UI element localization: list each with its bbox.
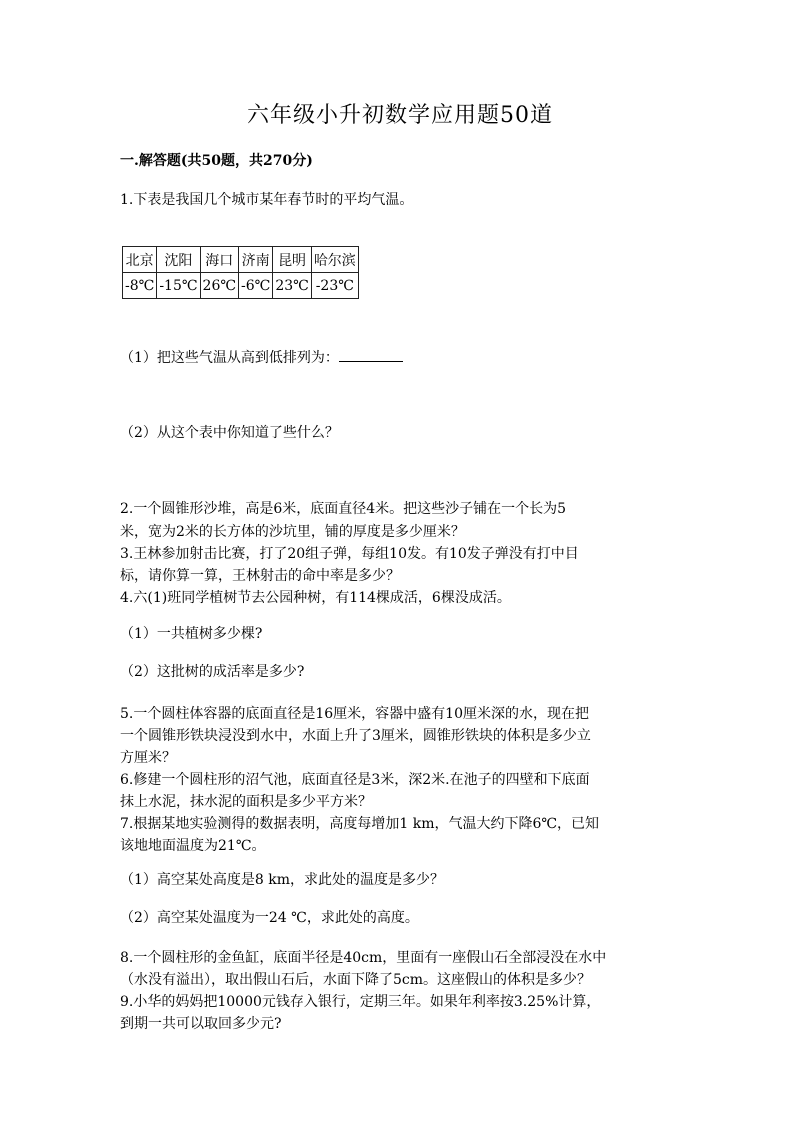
question-5-line2: 一个圆锥形铁块浸没到水中，水面上升了3厘米，圆锥形铁块的体积是多少立	[120, 728, 591, 744]
table-cell: 北京	[123, 247, 157, 273]
question-1-stem: 1.下表是我国几个城市某年春节时的平均气温。	[120, 192, 414, 208]
question-6-line2: 抹上水泥，抹水泥的面积是多少平方米？	[120, 794, 372, 810]
question-7-sub1: （1）高空某处高度是8 km，求此处的温度是多少？	[120, 872, 445, 888]
question-2-line2: 米，宽为2米的长方体的沙坑里，铺的厚度是多少厘米？	[120, 524, 465, 540]
question-7-line2: 该地地面温度为21℃。	[120, 838, 266, 854]
table-row-cities	[123, 247, 359, 273]
question-4-sub1: （1）一共植树多少棵?	[120, 626, 263, 642]
table-cell: 昆明	[273, 247, 311, 273]
answer-blank[interactable]	[339, 347, 403, 362]
question-5-line1: 5.一个圆柱体容器的底面直径是16厘米，容器中盛有10厘米深的水，现在把	[120, 706, 589, 722]
table-cell: -6℃	[239, 273, 273, 299]
question-7-sub2: （2）高空某处温度为一24 ℃，求此处的高度。	[120, 910, 419, 926]
table-cell: 沈阳	[157, 247, 200, 273]
section-heading: 一.解答题(共50题，共270分)	[120, 153, 313, 169]
question-1-sub2: （2）从这个表中你知道了些什么？	[120, 425, 339, 441]
table-cell: 哈尔滨	[311, 247, 358, 273]
question-4-line1: 4.六(1)班同学植树节去公园种树，有114棵成活，6棵没成活。	[120, 590, 511, 606]
question-2-line1: 2.一个圆锥形沙堆，高是6米，底面直径4米。把这些沙子铺在一个长为5	[120, 501, 567, 517]
question-5-line3: 方厘米？	[120, 750, 176, 766]
question-7-line1: 7.根据某地实验测得的数据表明，高度每增加1 km，气温大约下降6℃，已知	[120, 816, 600, 832]
table-cell: 26℃	[200, 273, 238, 299]
table-cell: -8℃	[123, 273, 157, 299]
table-row-temps	[123, 273, 359, 299]
table-cell: 23℃	[273, 273, 311, 299]
temperature-table	[122, 246, 359, 299]
table-cell: 济南	[239, 247, 273, 273]
page-title: 六年级小升初数学应用题50道	[247, 103, 553, 128]
table-cell: -23℃	[311, 273, 358, 299]
table-cell: -15℃	[157, 273, 200, 299]
question-8-line1: 8.一个圆柱形的金鱼缸，底面半径是40cm，里面有一座假山石全部浸没在水中	[120, 950, 607, 966]
question-3-line1: 3.王林参加射击比赛，打了20组子弹，每组10发。有10发子弹没有打中目	[120, 546, 579, 562]
question-6-line1: 6.修建一个圆柱形的沼气池，底面直径是3米，深2米.在池子的四壁和下底面	[120, 772, 590, 788]
question-4-sub2: （2）这批树的成活率是多少?	[120, 664, 305, 680]
question-9-line2: 到期一共可以取回多少元?	[120, 1016, 282, 1032]
question-9-line1: 9.小华的妈妈把10000元钱存入银行，定期三年。如果年利率按3.25%计算，	[120, 994, 601, 1010]
question-8-line2: （水没有溢出），取出假山石后，水面下降了5cm。这座假山的体积是多少？	[120, 972, 592, 988]
table-cell: 海口	[200, 247, 238, 273]
question-1-sub1-text: （1）把这些气温从高到低排列为：	[120, 350, 339, 366]
question-3-line2: 标，请你算一算，王林射击的命中率是多少？	[120, 568, 400, 584]
question-1-sub1	[120, 346, 682, 370]
